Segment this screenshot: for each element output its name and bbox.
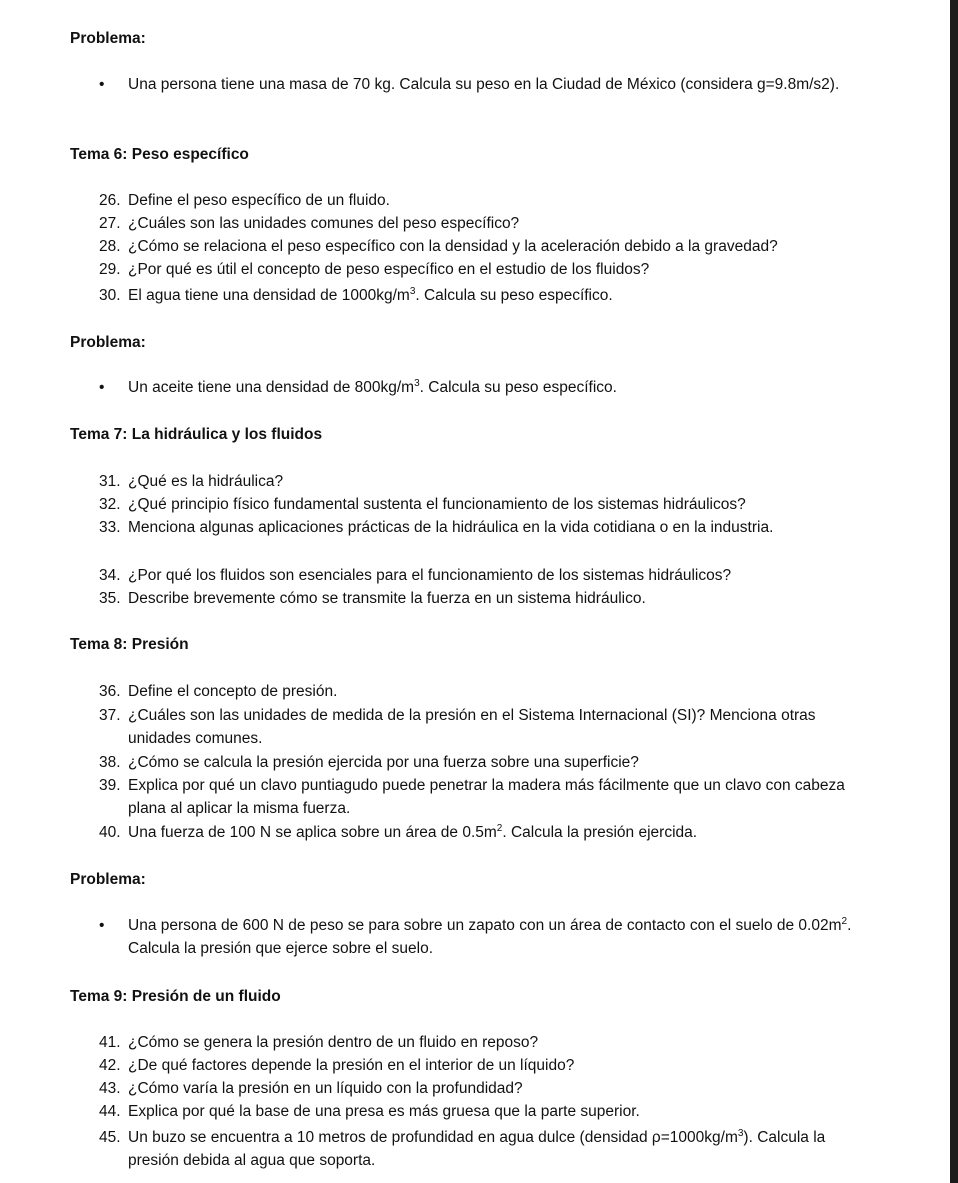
section-heading: Tema 9: Presión de un fluido [70, 988, 281, 1005]
item-text: ¿Cuáles son las unidades comunes del peso específico? [128, 215, 520, 232]
list-item [99, 821, 859, 844]
bullet-item [99, 914, 859, 960]
item-text: ¿Por qué es útil el concepto de peso específico en el estudio de los fluidos? [128, 261, 650, 278]
item-number: 45. [99, 1129, 121, 1146]
item-number: 40. [99, 824, 121, 841]
list-item [99, 189, 859, 212]
item-text: ¿Cómo se relaciona el peso específico con la densidad y la aceleración debido a la gravedad? [128, 238, 778, 255]
item-number: 42. [99, 1057, 121, 1074]
list-item [99, 751, 859, 774]
bullet-icon: • [99, 379, 105, 396]
item-number: 39. [99, 777, 121, 794]
item-text: Define el peso específico de un fluido. [128, 192, 390, 209]
item-text: ¿Cómo se genera la presión dentro de un fluido en reposo? [128, 1034, 539, 1051]
item-text: Explica por qué la base de una presa es más gruesa que la parte superior. [128, 1103, 640, 1120]
bullet-text: Una persona tiene una masa de 70 kg. Calcula su peso en la Ciudad de México (considera g=9.8m/s2). [128, 76, 840, 93]
superscript: 2 [841, 916, 848, 927]
item-text: Un buzo se encuentra a 10 metros de profundidad en agua dulce (densidad $\rho=1000kg/m^3$). Calcula la presión debida al agua que soporta. [128, 1128, 826, 1169]
list-item [99, 235, 859, 258]
item-text: Una fuerza de 100 N se aplica sobre un área de $0.5m^2$. Calcula la presión ejercida. [128, 823, 698, 841]
item-text: ¿Cuáles son las unidades de medida de la presión en el Sistema Internacional (SI)? Menciona otras unidades comunes. [128, 707, 816, 747]
item-text: El agua tiene una densidad de $1000kg/m^3$. Calcula su peso específico. [128, 286, 613, 304]
item-text: Menciona algunas aplicaciones prácticas de la hidráulica en la vida cotidiana o en la industria. [128, 519, 774, 536]
list-item [99, 1031, 859, 1054]
section-heading: Tema 7: La hidráulica y los fluidos [70, 426, 323, 443]
item-text: Define el concepto de presión. [128, 683, 338, 700]
list-item [99, 1126, 859, 1172]
list-item [99, 680, 859, 703]
superscript: 3 [737, 1128, 744, 1139]
section-heading: Tema 8: Presión [70, 636, 189, 653]
superscript: 3 [409, 286, 416, 297]
section-heading: Tema 6: Peso específico [70, 146, 249, 163]
item-number: 27. [99, 215, 121, 232]
item-number: 28. [99, 238, 121, 255]
item-number: 29. [99, 261, 121, 278]
item-text: ¿Qué es la hidráulica? [128, 473, 284, 490]
superscript: 3 [414, 378, 420, 389]
list-item [99, 774, 859, 820]
item-number: 30. [99, 287, 121, 304]
item-text: ¿De qué factores depende la presión en el interior de un líquido? [128, 1057, 575, 1074]
section-heading: Problema: [70, 30, 146, 47]
item-number: 38. [99, 754, 121, 771]
bullet-icon: • [99, 76, 105, 93]
item-text: Explica por qué un clavo puntiagudo puede penetrar la madera más fácilmente que un clavo con cabeza plana al aplicar la misma fuerza. [128, 777, 845, 817]
item-number: 26. [99, 192, 121, 209]
list-item [99, 1100, 859, 1123]
item-number: 44. [99, 1103, 121, 1120]
section-heading: Problema: [70, 334, 146, 351]
right-page-edge [950, 0, 958, 1183]
list-item [99, 516, 859, 539]
list-item [99, 284, 859, 307]
item-number: 34. [99, 567, 121, 584]
bullet-text: Una persona de 600 N de peso se para sobre un zapato con un área de contacto con el suelo de $0.02m^2$. Calcula la presión que ejerce sobre el suelo. [128, 916, 852, 957]
item-number: 33. [99, 519, 121, 536]
superscript: 2 [496, 823, 503, 834]
list-item [99, 704, 859, 750]
list-item [99, 493, 859, 516]
item-text: ¿Cómo se calcula la presión ejercida por una fuerza sobre una superficie? [128, 754, 639, 771]
bullet-icon: • [99, 917, 105, 934]
list-item [99, 1054, 859, 1077]
section-heading: Problema: [70, 871, 146, 888]
item-number: 35. [99, 590, 121, 607]
item-text: Describe brevemente cómo se transmite la fuerza en un sistema hidráulico. [128, 590, 646, 607]
item-text: ¿Por qué los fluidos son esenciales para el funcionamiento de los sistemas hidráulicos? [128, 567, 732, 584]
item-number: 31. [99, 473, 121, 490]
item-text: ¿Cómo varía la presión en un líquido con la profundidad? [128, 1080, 523, 1097]
item-text: ¿Qué principio físico fundamental sustenta el funcionamiento de los sistemas hidráulicos? [128, 496, 746, 513]
list-item [99, 212, 859, 235]
bullet-text: Un aceite tiene una densidad de $800kg/m^3$. Calcula su peso específico. [128, 378, 617, 396]
item-number: 36. [99, 683, 121, 700]
bullet-item [99, 376, 859, 399]
list-item [99, 470, 859, 493]
bullet-item [99, 73, 859, 96]
item-number: 41. [99, 1034, 121, 1051]
list-item [99, 258, 859, 281]
item-number: 43. [99, 1080, 121, 1097]
list-item [99, 1077, 859, 1100]
list-item [99, 564, 859, 587]
item-number: 32. [99, 496, 121, 513]
list-item [99, 587, 859, 610]
item-number: 37. [99, 707, 121, 724]
